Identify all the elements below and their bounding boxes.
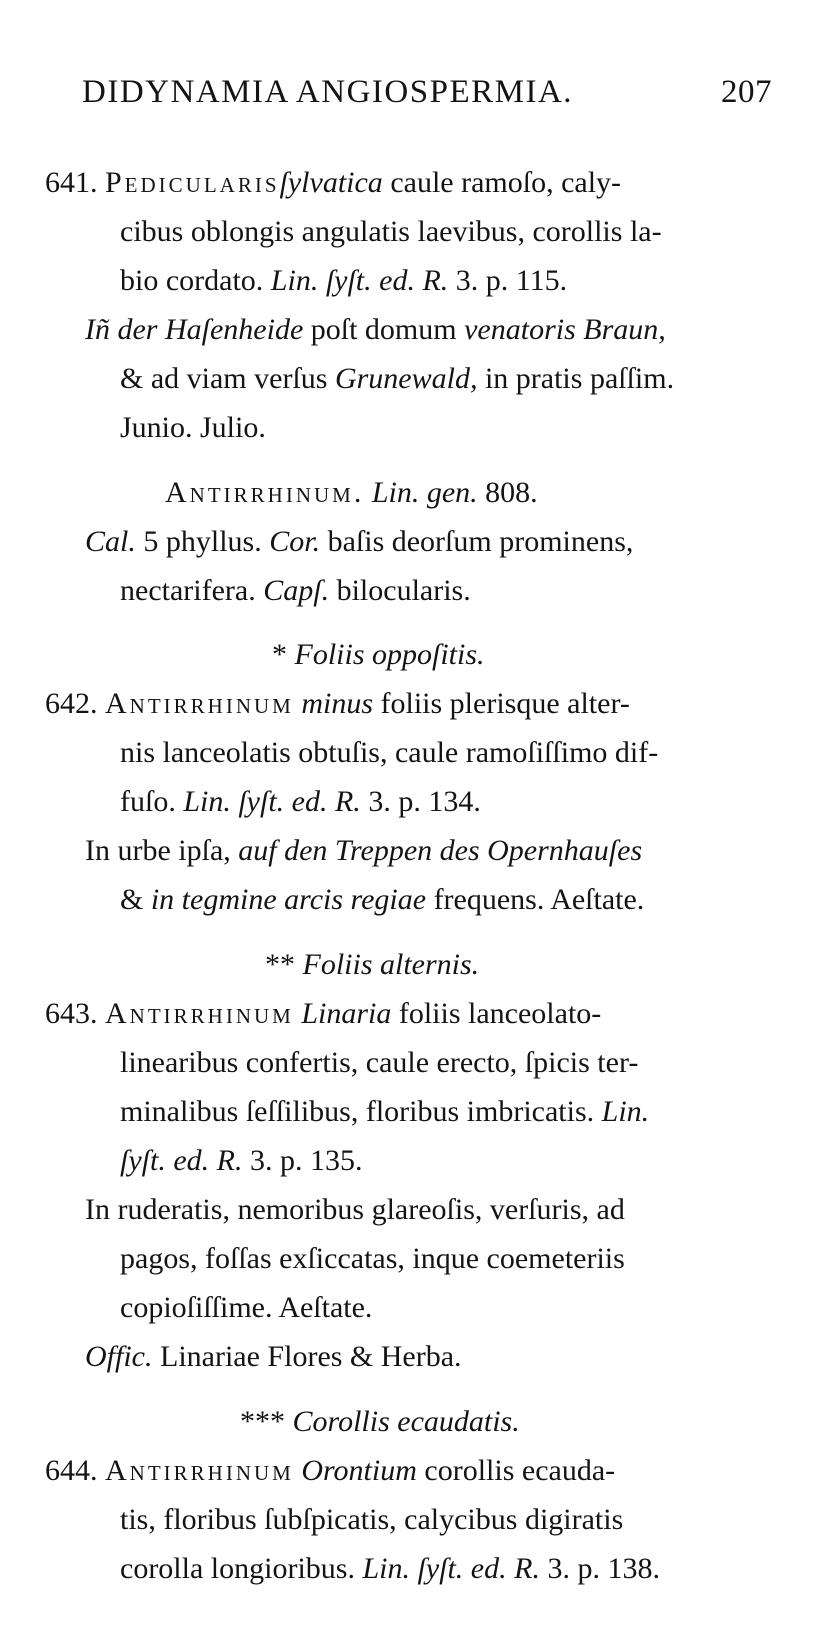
habitat-641-line-1 — [85, 305, 666, 354]
section-stars: * — [272, 638, 287, 671]
reference: Lin. ſyſt. ed. R. — [183, 785, 361, 818]
habitat-text: In urbe ipſa, — [85, 834, 231, 867]
species-name: ſylvatica — [279, 166, 383, 199]
locality: Iñ der Haſenheide — [85, 313, 304, 346]
character-text: nectarifera. — [120, 574, 256, 607]
entry-644-line-1 — [45, 1446, 615, 1495]
running-header — [82, 76, 772, 109]
entry-text: foliis lanceolato- — [398, 997, 602, 1030]
genus-name: Antirrhinum — [105, 1454, 294, 1487]
section-heading-1 — [272, 630, 485, 679]
entry-text: corolla longioribus. — [120, 1552, 355, 1585]
label: Offic. — [85, 1340, 153, 1373]
entry-642-line-3 — [120, 777, 481, 826]
entry-text: caule ramoſo, caly- — [390, 166, 622, 199]
running-title: DIDYNAMIA ANGIOSPERMIA. — [82, 74, 574, 110]
entry-number: 641. — [45, 166, 98, 199]
label: Cal. — [85, 525, 136, 558]
reference-page: 3. p. 134. — [368, 785, 481, 818]
entry-643-line-1 — [45, 989, 601, 1038]
section-stars: *** — [240, 1405, 285, 1438]
reference: Lin. ſyſt. ed. R. — [362, 1552, 540, 1585]
officinal-text: Linariae Flores & Herba. — [160, 1340, 462, 1373]
entry-644-line-2 — [120, 1495, 623, 1544]
entry-641-line-3 — [120, 256, 567, 305]
reference-page: 3. p. 135. — [249, 1144, 363, 1177]
reference-page: 808. — [485, 476, 538, 509]
genus-heading — [165, 468, 538, 517]
habitat-text: pagos, foſſas exſiccatas, inque coemeteriis — [120, 1242, 625, 1275]
genus-name: Antirrhinum — [105, 687, 294, 720]
habitat-text: & — [120, 883, 144, 916]
section-stars: ** — [265, 948, 295, 981]
entry-number: 644. — [45, 1454, 98, 1487]
reference: ſyſt. ed. R. — [120, 1144, 243, 1177]
habitat-text: in pratis paſſim. — [484, 362, 675, 395]
habitat-642-line-2 — [120, 875, 644, 924]
habitat-641-line-2 — [120, 354, 674, 403]
genus-character-line-2 — [120, 566, 471, 615]
habitat-643-line-3 — [120, 1283, 372, 1332]
character-text: 5 phyllus. — [143, 525, 262, 558]
locality: auf den Treppen des Opernhauſes — [238, 834, 643, 867]
section-label: Foliis oppoſitis. — [294, 638, 485, 671]
entry-text: corollis ecauda- — [424, 1454, 616, 1487]
habitat-text: poſt domum — [310, 313, 457, 346]
entry-641-line-2 — [120, 207, 662, 256]
reference: Lin. ſyſt. ed. R. — [270, 264, 449, 297]
entry-text: bio cordato. — [120, 264, 264, 297]
habitat-text: & ad viam verſus — [120, 362, 328, 395]
entry-642-line-2 — [120, 728, 658, 777]
section-heading-3 — [240, 1397, 520, 1446]
genus-name: Pedicularis — [105, 166, 280, 199]
entry-text: minalibus ſeſſilibus, floribus imbricatis. — [120, 1095, 595, 1128]
locality: venatoris Braun, — [464, 313, 666, 346]
habitat-643-line-2 — [120, 1234, 625, 1283]
reference: Lin. gen. — [371, 476, 478, 509]
entry-number: 642. — [45, 687, 98, 720]
species-name: Linaria — [301, 997, 392, 1030]
page-number: 207 — [721, 74, 772, 110]
habitat-641-line-3 — [120, 403, 266, 452]
entry-text: fuſo. — [120, 785, 176, 818]
entry-643-line-3 — [120, 1087, 649, 1136]
habitat-text: frequens. Aeſtate. — [433, 883, 645, 916]
entry-number: 643. — [45, 997, 98, 1030]
label: Capſ. — [263, 574, 330, 607]
entry-643-line-2 — [120, 1038, 638, 1087]
habitat-642-line-1 — [85, 826, 642, 875]
habitat-643-line-1 — [85, 1185, 625, 1234]
section-label: Corollis ecaudatis. — [292, 1405, 520, 1438]
reference-page: 3. p. 115. — [455, 264, 568, 297]
entry-text: cibus oblongis angulatis laevibus, corollis la- — [120, 215, 662, 248]
label: Cor. — [269, 525, 321, 558]
habitat-text: copioſiſſime. Aeſtate. — [120, 1291, 373, 1324]
entry-643-line-4 — [120, 1136, 362, 1185]
entry-text: foliis plerisque alter- — [380, 687, 630, 720]
locality: in tegmine arcis regiae — [150, 883, 427, 916]
character-text: baſis deorſum prominens, — [327, 525, 634, 558]
species-name: minus — [301, 687, 374, 720]
flowering-time: Junio. Julio. — [120, 411, 266, 444]
genus-title: Antirrhinum. — [165, 476, 365, 509]
officinal-line — [85, 1332, 462, 1381]
entry-text: nis lanceolatis obtuſis, caule ramoſiſſimo dif- — [120, 736, 659, 769]
entry-text: linearibus confertis, caule erecto, ſpicis ter- — [120, 1046, 639, 1079]
locality: Grunewald, — [334, 362, 478, 395]
entry-642-line-1 — [45, 679, 630, 728]
section-label: Foliis alternis. — [302, 948, 480, 981]
species-name: Orontium — [301, 1454, 417, 1487]
entry-641-line-1 — [45, 158, 621, 207]
reference: Lin. — [601, 1095, 650, 1128]
section-heading-2 — [265, 940, 479, 989]
character-text: bilocularis. — [336, 574, 471, 607]
reference-page: 3. p. 138. — [547, 1552, 660, 1585]
genus-character-line-1 — [85, 517, 633, 566]
entry-text: tis, floribus ſubſpicatis, calycibus digiratis — [120, 1503, 624, 1536]
habitat-text: In ruderatis, nemoribus glareoſis, verſuris, ad — [85, 1193, 625, 1226]
entry-644-line-3 — [120, 1544, 660, 1593]
genus-name: Antirrhinum — [105, 997, 294, 1030]
